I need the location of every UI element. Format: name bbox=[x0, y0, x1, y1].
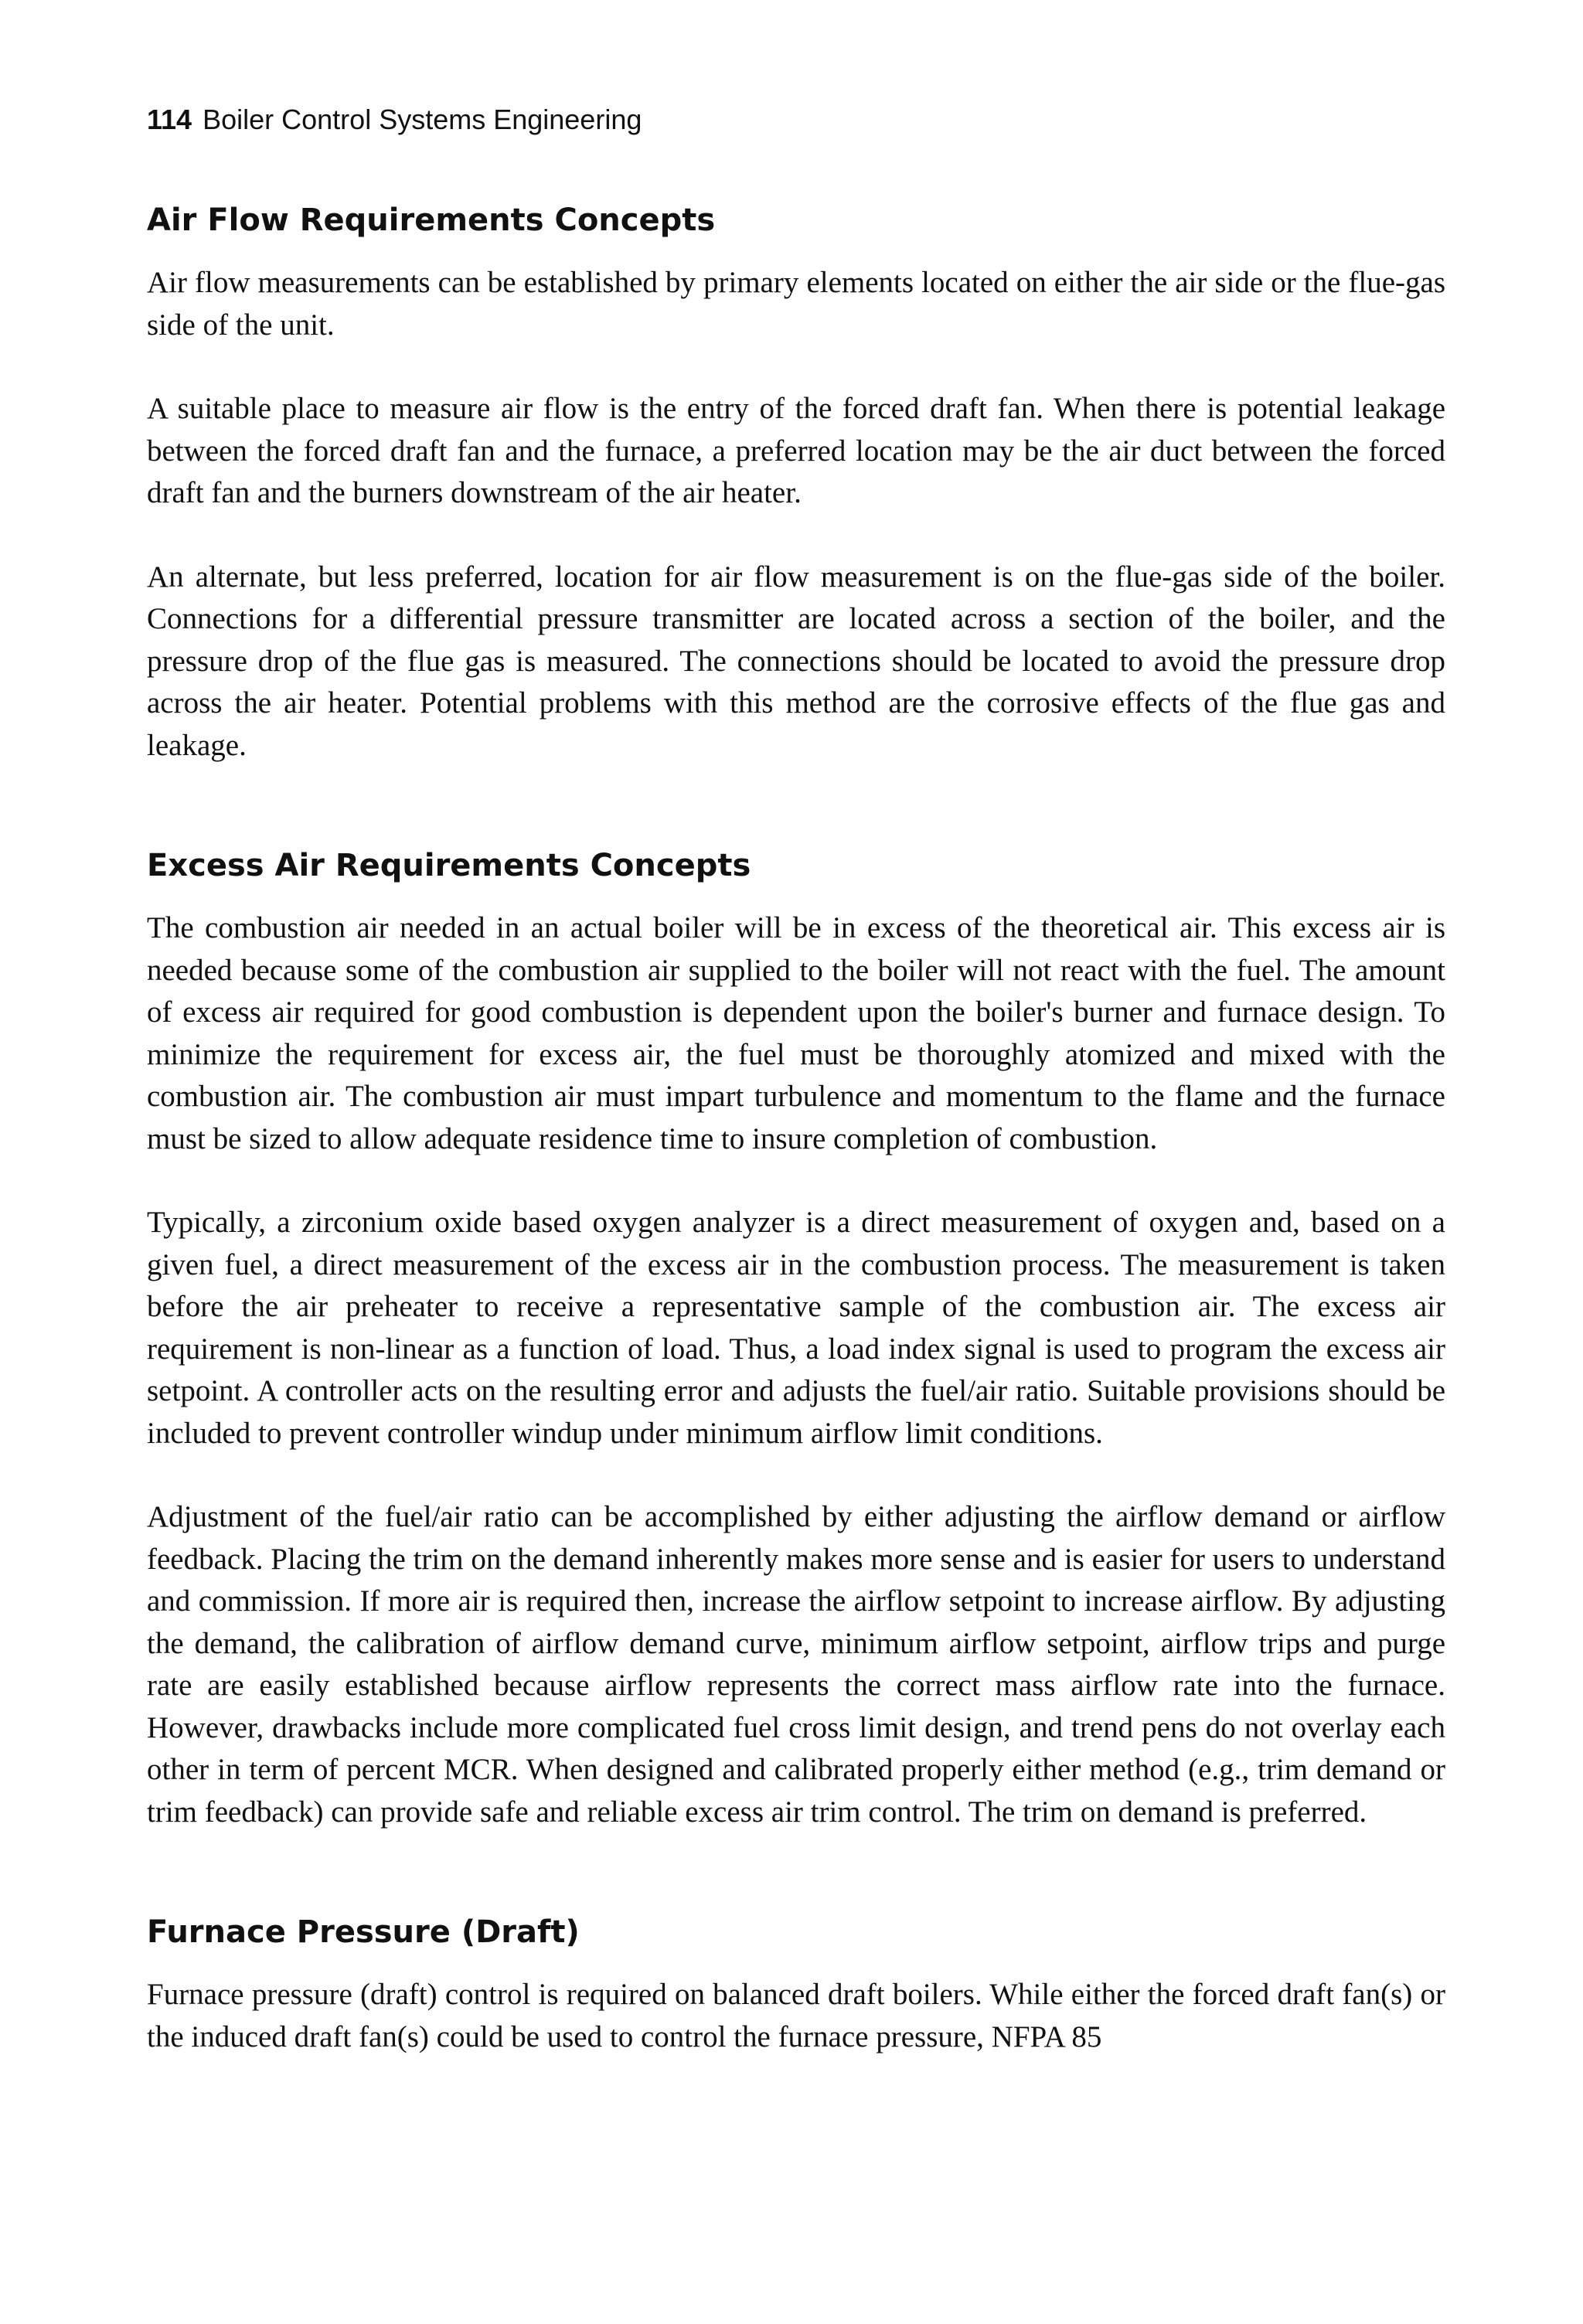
book-page bbox=[147, 97, 1445, 2100]
section-air-flow-requirements bbox=[147, 200, 1445, 767]
section-spacer bbox=[147, 1875, 1445, 1912]
section-spacer bbox=[147, 808, 1445, 846]
book-title: Boiler Control Systems Engineering bbox=[203, 104, 642, 135]
paragraph: Adjustment of the fuel/air ratio can be accomplished by either adjusting the airflow demand or airflow feedback. Placing the trim on the demand inherently makes more sense and is easier for users to understand and commission. If more air is required then, increase the airflow setpoint to increase airflow. By adjusting the demand, the calibration of airflow demand curve, minimum airflow setpoint, airflow trips and purge rate are easily established because airflow represents the correct mass airflow rate into the furnace. However, drawbacks include more complicated fuel cross limit design, and trend pens do not overlay each other in term of percent MCR. When designed and calibrated properly either method (e.g., trim demand or trim feedback) can provide safe and reliable excess air trim control. The trim on demand is preferred. bbox=[147, 1500, 1445, 1829]
running-head bbox=[147, 97, 1445, 143]
page-number: 114 bbox=[147, 104, 192, 135]
paragraph: Air flow measurements can be established by primary elements located on either the air side or the flue-gas side of the unit. bbox=[147, 266, 1445, 342]
paragraph: A suitable place to measure air flow is the entry of the forced draft fan. When there is potential leakage between the forced draft fan and the furnace, a preferred location may be the air duct between the forced draft fan and the burners downstream of the air heater. bbox=[147, 392, 1445, 509]
paragraph: An alternate, but less preferred, location for air flow measurement is on the flue-gas side of the boiler. Connections for a differential pressure transmitter are located across a section of the boiler, and the pressure drop of the flue gas is measured. The connections should be located to avoid the pressure drop across the air heater. Potential problems with this method are the corrosive effects of the flue gas and leakage. bbox=[147, 560, 1445, 762]
section-furnace-pressure bbox=[147, 1912, 1445, 2058]
paragraph: Typically, a zirconium oxide based oxygen analyzer is a direct measurement of oxygen and, based on a given fuel, a direct measurement of the excess air in the combustion process. The measurement is taken before the air preheater to receive a representative sample of the combustion air. The excess air requirement is non-linear as a function of load. Thus, a load index signal is used to program the excess air setpoint. A controller acts on the resulting error and adjusts the fuel/air ratio. Suitable provisions should be included to prevent controller windup under minimum airflow limit conditions. bbox=[147, 1206, 1445, 1450]
paragraph: The combustion air needed in an actual boiler will be in excess of the theoretical air. This excess air is needed because some of the combustion air supplied to the boiler will not react with the fuel. The amount of excess air required for good combustion is dependent upon the boiler's burner and furnace design. To minimize the requirement for excess air, the fuel must be thoroughly atomized and mixed with the combustion air. The combustion air must impart turbulence and momentum to the flame and the furnace must be sized to allow adequate residence time to insure completion of combustion. bbox=[147, 911, 1445, 1155]
section-heading: Excess Air Requirements Concepts bbox=[147, 848, 751, 883]
section-heading: Air Flow Requirements Concepts bbox=[147, 202, 716, 238]
paragraph: Furnace pressure (draft) control is required on balanced draft boilers. While either the forced draft fan(s) or the induced draft fan(s) could be used to control the furnace pressure, NFPA 85 bbox=[147, 1978, 1445, 2053]
section-excess-air-requirements bbox=[147, 846, 1445, 1833]
section-heading: Furnace Pressure (Draft) bbox=[147, 1914, 580, 1950]
